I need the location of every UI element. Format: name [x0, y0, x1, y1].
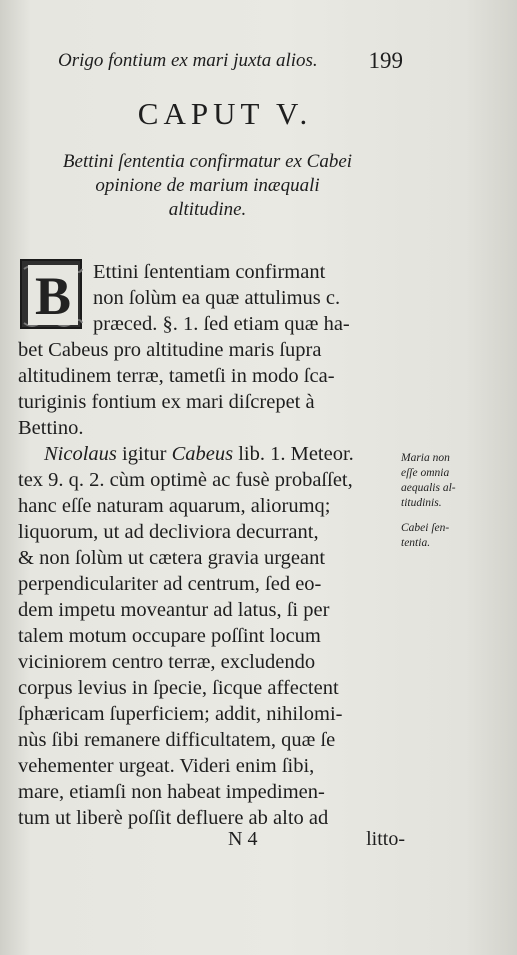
signature-mark: N 4 — [228, 828, 258, 850]
margin-line: Cabei ſen- — [401, 522, 450, 534]
catchword: litto- — [366, 828, 405, 850]
body-line: tum ut liberè poſſit defluere ab alto ad — [18, 807, 329, 829]
page-footer — [60, 828, 405, 858]
margin-line: titudinis. — [401, 497, 442, 509]
body-line: & non ſolùm ut cætera gravia urgeant — [18, 547, 326, 569]
body-line: perpendiculariter ad centrum, ſed eo- — [18, 573, 322, 595]
decorated-initial — [20, 259, 82, 329]
subtitle-line: Bettini ſententia confirmatur ex Cabei — [62, 151, 353, 172]
subtitle-line: opinione de marium inæquali — [95, 175, 320, 196]
body-line: Nicolaus igitur Cabeus lib. 1. Meteor. — [44, 443, 354, 465]
body-line: liquorum, ut ad decliviora decurrant, — [18, 521, 319, 543]
body-line: altitudinem terræ, tametſi in modo ſca- — [18, 365, 335, 387]
page-header — [58, 46, 403, 76]
body-line: vehementer urgeat. Videri enim ſibi, — [18, 755, 315, 777]
page-number: 199 — [368, 48, 403, 73]
body-line: Ettini ſententiam confirmant — [93, 261, 326, 283]
chapter-subtitle — [10, 150, 405, 222]
margin-line: Maria non — [401, 452, 450, 464]
body-line: corpus levius in ſpecie, ſicque affectent — [18, 677, 339, 699]
margin-line: aequalis al- — [401, 482, 456, 494]
body-line: mare, etiamſi non habeat impedimen- — [18, 781, 325, 803]
body-line: dem impetu moveantur ad latus, ſi per — [18, 599, 330, 621]
margin-line: tentia. — [401, 537, 431, 549]
body-line: Bettino. — [18, 417, 84, 439]
running-title: Origo fontium ex mari juxta alios. — [58, 50, 318, 71]
body-line: viciniorem centro terræ, excludendo — [18, 651, 316, 673]
body-line: præced. §. 1. ſed etiam quæ ha- — [93, 313, 350, 335]
chapter-title: CAPUT V. — [137, 96, 313, 131]
initial-letter: B — [28, 265, 78, 325]
body-line: talem motum occupare poſſint locum — [18, 625, 321, 647]
body-line: bet Cabeus pro altitudine maris ſupra — [18, 339, 322, 361]
subtitle-line: altitudine. — [168, 199, 247, 220]
marginal-notes — [401, 451, 501, 551]
body-line: ſphæricam ſuperficiem; addit, nihilomi- — [18, 703, 343, 725]
body-line: non ſolùm ea quæ attulimus c. — [93, 287, 341, 309]
body-line: hanc eſſe naturam aquarum, aliorumq; — [18, 495, 331, 517]
body-line: nùs ſibi remanere difficultatem, quæ ſe — [18, 729, 336, 751]
margin-line: eſſe omnia — [401, 467, 450, 479]
body-line: turiginis fontium ex mari diſcrepet à — [18, 391, 315, 413]
body-line: tex 9. q. 2. cùm optimè ac fusè probaſſet, — [18, 469, 353, 491]
